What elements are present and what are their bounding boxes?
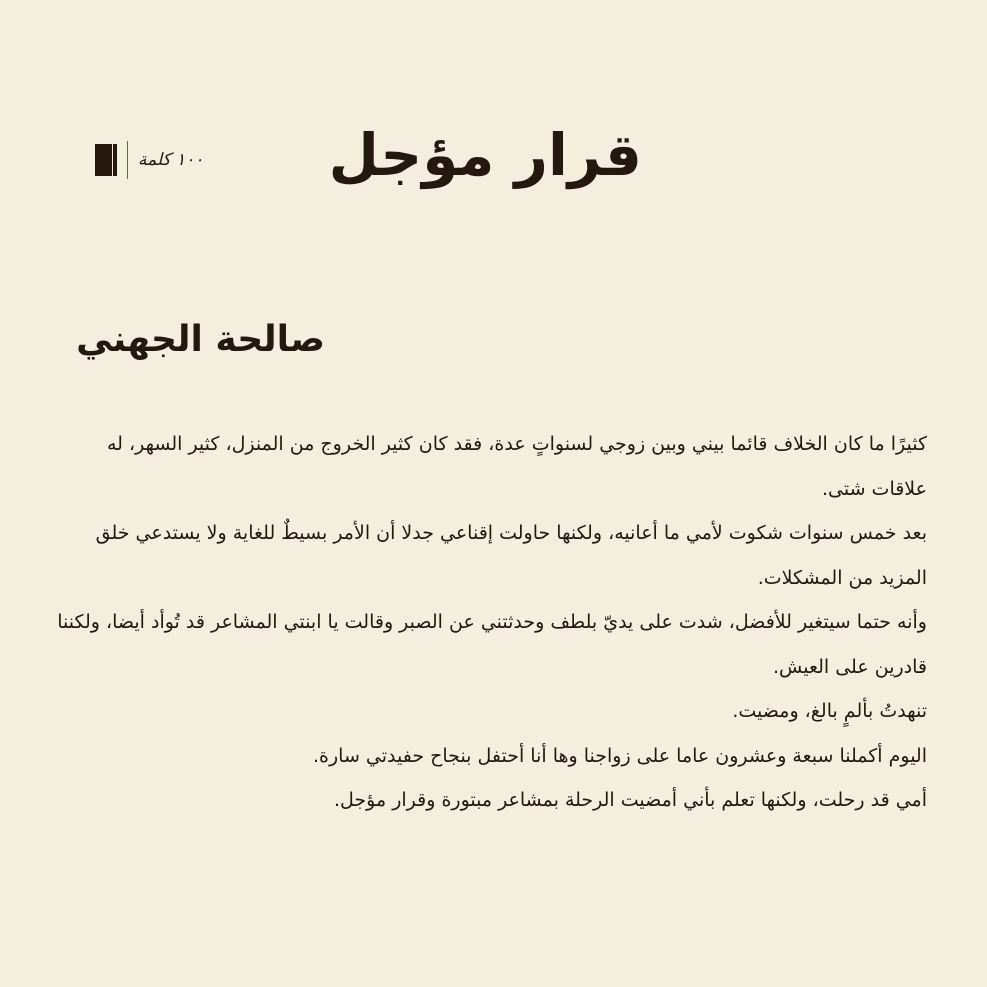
story-meta: [95, 140, 203, 180]
story-paragraph: أمي قد رحلت، ولكنها تعلم بأني أمضيت الرحلة بمشاعر مبتورة وقرار مؤجل.: [334, 789, 927, 811]
story-paragraph: تنهدتُ بألمٍ بالغ، ومضيت.: [732, 700, 927, 722]
story-paragraph: اليوم أكملنا سبعة وعشرون عاما على زواجنا وها أنا أحتفل بنجاح حفيدتي سارة.: [312, 744, 927, 767]
author-name: صالحة الجهني: [76, 319, 325, 360]
story-paragraph: بعد خمس سنوات شكوت لأمي ما أعانيه، ولكنها حاولت إقناعي جدلا أن الأمر بسيطٌ للغاية ولا يستدعي خلق المزيد من المشكلات.: [95, 522, 927, 589]
story-paragraph: كثيرًا ما كان الخلاف قائما بيني وبين زوجي لسنواتٍ عدة، فقد كان كثير الخروج من المنزل، كثير السهر، له علاقات شتى.: [107, 433, 927, 500]
word-count: ١٠٠ كلمة: [138, 150, 204, 170]
story-body: [47, 422, 927, 823]
story-title: قرار مؤجل: [328, 121, 642, 189]
meta-divider: [127, 141, 128, 179]
page-header: [0, 110, 987, 200]
book-icon: [95, 144, 117, 176]
story-paragraph: وأنه حتما سيتغير للأفضل، شدت على يديّ بلطف وحدثتني عن الصبر وقالت يا ابنتي المشاعر قد تُوأد أيضا، ولكننا قادرين على العيش.: [57, 611, 927, 678]
book-spine-shape: [112, 144, 117, 176]
book-cover-shape: [95, 144, 112, 176]
